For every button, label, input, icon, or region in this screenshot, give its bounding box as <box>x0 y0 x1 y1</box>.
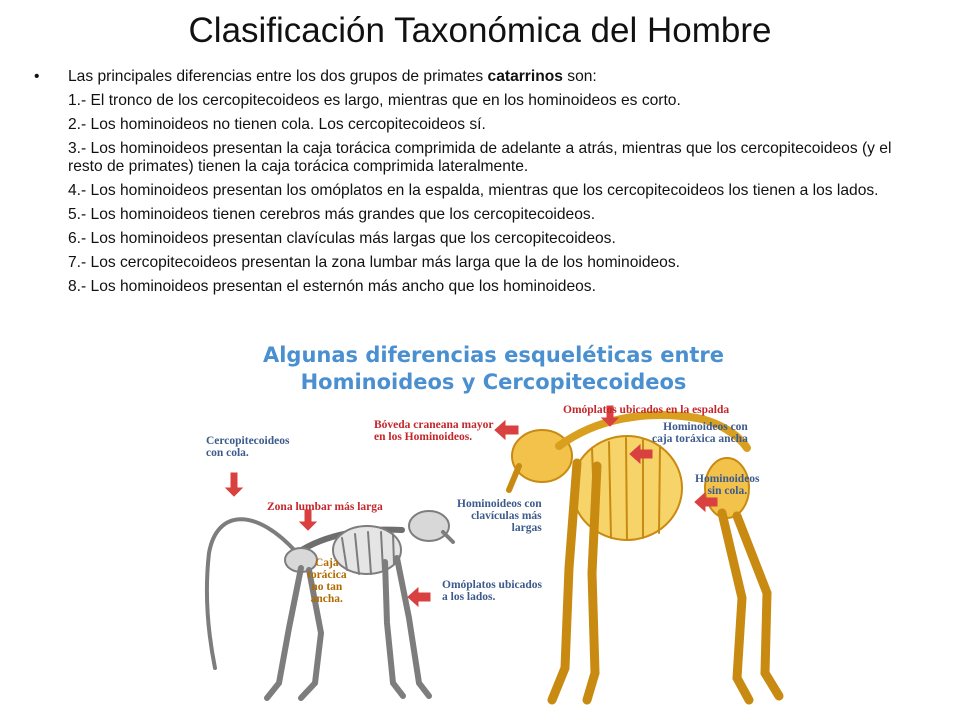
list-item: 6.- Los hominoideos presentan clavículas más largas que los cercopitecoideos. <box>68 230 616 247</box>
figure-title-line2: Hominoideos y Cercopitecoideos <box>300 370 687 394</box>
slide-title: Clasificación Taxonómica del Hombre <box>188 11 772 50</box>
intro-end: son: <box>562 68 597 85</box>
intro-bullet <box>34 68 934 86</box>
label-line: Hominoideos con <box>457 498 542 510</box>
label-line: a los lados. <box>442 591 496 603</box>
list-item: 3.- Los hominoideos presentan la caja torácica comprimida de adelante a atrás, mientras que los cercopitecoideos (y el resto de primates) tienen la caja torácica comprimida lateralmente. <box>68 140 892 175</box>
label-claviculas <box>457 498 542 534</box>
label-omoplatos-espalda: Omóplatos ubicados en la espalda <box>563 404 730 416</box>
intro-bold: catarrinos <box>487 68 563 85</box>
label-line: sin cola. <box>707 485 748 497</box>
label-line: caja toráxica ancha <box>652 433 748 445</box>
list-item: 7.- Los cercopitecoideos presentan la zona lumbar más larga que la de los hominoideos. <box>68 254 680 271</box>
label-line: Hominoideos con <box>663 421 748 433</box>
label-sin-cola <box>695 473 760 497</box>
figure-title-line1: Algunas diferencias esqueléticas entre <box>262 343 725 367</box>
skeleton-figure <box>197 338 790 720</box>
label-line: Bóveda craneana mayor <box>374 419 494 431</box>
label-line: ancha. <box>310 593 343 605</box>
label-omoplatos-lados <box>442 579 542 603</box>
label-line: clavículas más <box>471 510 542 522</box>
list-item: 8.- Los hominoideos presentan el esternón más ancho que los hominoideos. <box>68 278 596 295</box>
label-line: con cola. <box>206 447 249 459</box>
label-line: no tan <box>311 581 343 593</box>
label-line: Hominoideos <box>695 473 760 485</box>
list-item: 1.- El tronco de los cercopitecoideos es largo, mientras que en los hominoideos es corto. <box>68 92 681 109</box>
label-zona-lumbar: Zona lumbar más larga <box>267 501 383 513</box>
label-caja-toracica <box>307 557 347 605</box>
bullet-dot: • <box>34 68 40 85</box>
label-line: largas <box>511 522 542 534</box>
list-item: 5.- Los hominoideos tienen cerebros más grandes que los cercopitecoideos. <box>68 206 596 223</box>
label-line: Omóplatos ubicados <box>442 579 543 591</box>
label-cercopitecoideos-cola <box>206 435 289 459</box>
label-caja-ancha <box>652 421 748 445</box>
label-line: en los Hominoideos. <box>374 431 473 443</box>
label-line: Cercopitecoideos <box>206 435 290 447</box>
label-boveda-craneana <box>374 419 493 443</box>
list-item: 4.- Los hominoideos presentan los omóplatos en la espalda, mientras que los cercopitecoideos los tienen a los lados. <box>68 182 879 199</box>
label-line: Caja <box>314 557 339 569</box>
label-line: torácica <box>307 569 347 581</box>
list-item: 2.- Los hominoideos no tienen cola. Los cercopitecoideos sí. <box>68 116 486 133</box>
bullet-list <box>34 68 934 302</box>
intro-text: Las principales diferencias entre los dos grupos de primates <box>68 68 488 85</box>
